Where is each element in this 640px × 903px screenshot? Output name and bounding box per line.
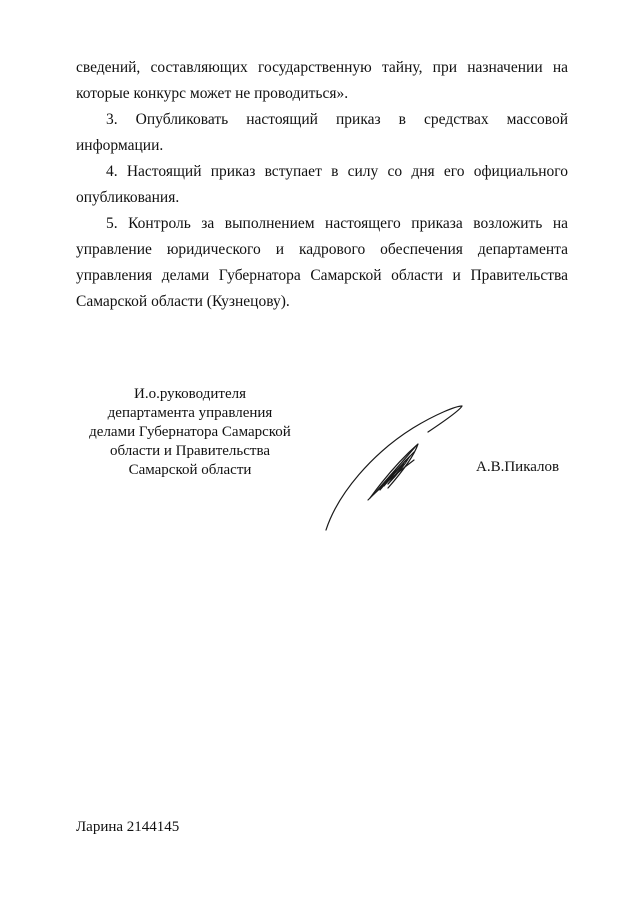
signer-title-line: И.о.руководителя: [134, 386, 246, 402]
signer-title-line: департамента управления: [107, 405, 273, 421]
paragraph-item-5: 5. Контроль за выполнением настоящего приказа возложить на управление юридического и кадрового обеспечения департамента управления делами Губернатора Самарской области и Правительства Самарской области (Кузнецову).: [76, 215, 568, 310]
signer-title-line: области и Правительства: [109, 443, 271, 459]
paragraph-item-3: 3. Опубликовать настоящий приказ в средствах массовой информации.: [76, 111, 568, 154]
paragraph-continuation: сведений, составляющих государственную тайну, при назначении на которые конкурс может не проводиться».: [76, 59, 568, 102]
signer-title: [70, 385, 310, 480]
executor-contact: Ларина 2144145: [76, 819, 180, 835]
handwritten-signature: [318, 398, 478, 533]
signer-title-line: Самарской области: [128, 462, 252, 478]
signer-name: А.В.Пикалов: [476, 459, 560, 475]
paragraph-item-4: 4. Настоящий приказ вступает в силу со дня его официального опубликования.: [76, 163, 568, 206]
document-body: [76, 55, 568, 315]
signer-title-line: делами Губернатора Самарской: [89, 424, 291, 440]
